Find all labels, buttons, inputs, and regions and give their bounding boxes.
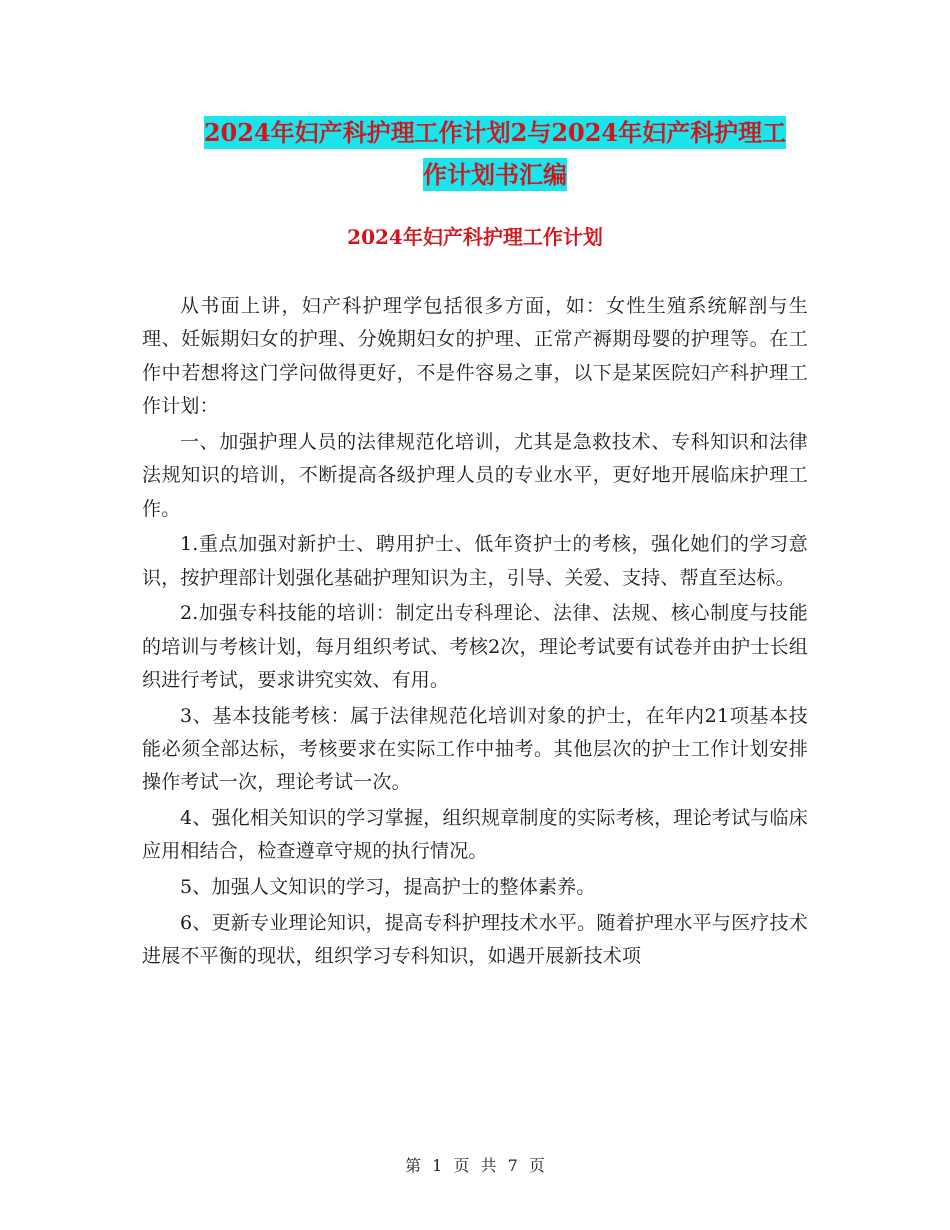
document-title bbox=[140, 112, 850, 196]
paragraph-item-3: 3、基本技能考核：属于法律规范化培训对象的护士，在年内21项基本技能必须全部达标，考核要求在实际工作中抽考。其他层次的护士工作计划安排操作考试一次，理论考试一次。 bbox=[142, 704, 808, 794]
paragraph-item-4: 4、强化相关知识的学习掌握，组织规章制度的实际考核，理论考试与临床应用相结合，检查遵章守规的执行情况。 bbox=[142, 807, 808, 863]
paragraph-item-1-1: 1.重点加强对新护士、聘用护士、低年资护士的考核，强化她们的学习意识，按护理部计划强化基础护理知识为主，引导、关爱、支持、帮直至达标。 bbox=[142, 533, 808, 589]
paragraph-item-6: 6、更新专业理论知识，提高专科护理技术水平。随着护理水平与医疗技术进展不平衡的现状，组织学习专科知识，如遇开展新技术项 bbox=[142, 911, 808, 968]
paragraph-item-1-2: 2.加强专科技能的培训：制定出专科理论、法律、法规、核心制度与技能的培训与考核计划，每月组织考试、考核2次，理论考试要有试卷并由护士长组织进行考试，要求讲究实效、有用。 bbox=[142, 602, 808, 692]
paragraph-intro: 从书面上讲，妇产科护理学包括很多方面，如：女性生殖系统解剖与生理、妊娠期妇女的护理、分娩期妇女的护理、正常产褥期母婴的护理等。在工作中若想将这门学问做得更好，不是件容易之事，以下是某医院妇产科护理工作计划： bbox=[142, 295, 808, 418]
document-title-line-1: 2024年妇产科护理工作计划2与2024年妇产科护理工 bbox=[203, 118, 787, 147]
document-title-line-2: 作计划书汇编 bbox=[423, 160, 567, 189]
section-title: 2024年妇产科护理工作计划 bbox=[347, 225, 603, 249]
page-footer: 第 1 页 共 7 页 bbox=[405, 1156, 545, 1175]
paragraph-item-5: 5、加强人文知识的学习，提高护士的整体素养。 bbox=[180, 876, 596, 899]
paragraph-item-1: 一、加强护理人员的法律规范化培训，尤其是急救技术、专科知识和法律法规知识的培训，不断提高各级护理人员的专业水平，更好地开展临床护理工作。 bbox=[142, 430, 808, 520]
body-text bbox=[142, 290, 808, 976]
